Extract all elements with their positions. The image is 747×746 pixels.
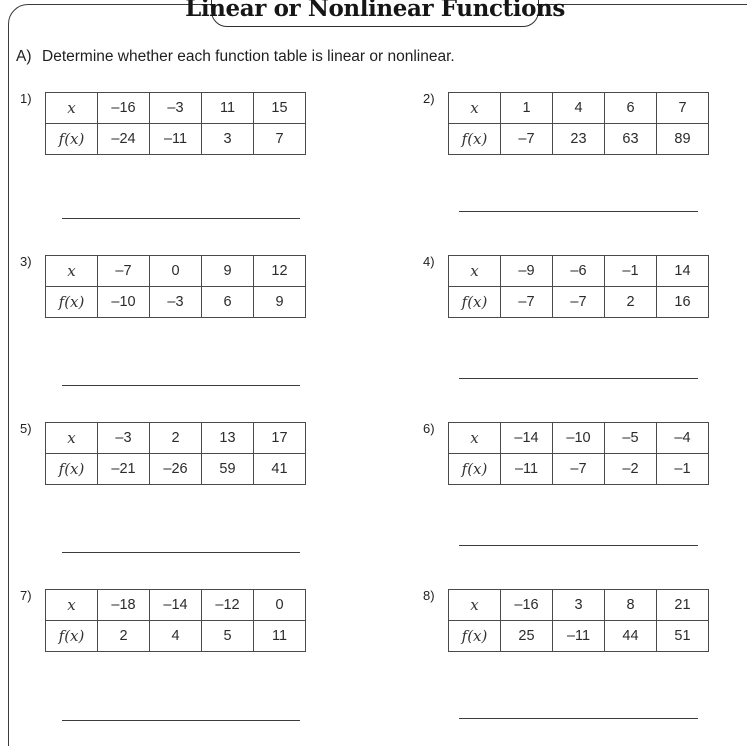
fx-value-cell: –7 (501, 124, 553, 155)
x-header-cell: x (449, 590, 501, 621)
worksheet-title-box (185, 0, 565, 27)
answer-line-3 (62, 385, 300, 386)
fx-value-cell: 5 (202, 621, 254, 652)
fx-value-cell: –24 (98, 124, 150, 155)
x-value-cell: 2 (150, 423, 202, 454)
x-value-cell: –10 (553, 423, 605, 454)
x-value-cell: –14 (501, 423, 553, 454)
answer-line-7 (62, 720, 300, 721)
function-table-4 (448, 255, 709, 318)
x-value-cell: –1 (605, 256, 657, 287)
fx-value-cell: 11 (254, 621, 306, 652)
fx-value-cell: –10 (98, 287, 150, 318)
fx-value-cell: –7 (553, 454, 605, 485)
problem-3 (20, 255, 306, 318)
x-header-cell: x (46, 256, 98, 287)
x-value-cell: 7 (657, 93, 709, 124)
function-table-2 (448, 92, 709, 155)
problem-number: 6) (423, 421, 435, 436)
problem-number: 7) (20, 588, 32, 603)
x-value-cell: 13 (202, 423, 254, 454)
problem-number: 5) (20, 421, 32, 436)
worksheet-title: Linear or Nonlinear Functions (185, 0, 565, 22)
x-value-cell: –16 (98, 93, 150, 124)
problem-1 (20, 92, 306, 155)
x-value-cell: –3 (150, 93, 202, 124)
answer-line-1 (62, 218, 300, 219)
x-value-cell: 11 (202, 93, 254, 124)
fx-value-cell: –11 (553, 621, 605, 652)
x-value-cell: 0 (254, 590, 306, 621)
problem-number: 3) (20, 254, 32, 269)
fx-header-cell: f(x) (46, 124, 98, 155)
fx-value-cell: 41 (254, 454, 306, 485)
x-value-cell: 4 (553, 93, 605, 124)
x-value-cell: 12 (254, 256, 306, 287)
x-value-cell: 17 (254, 423, 306, 454)
problem-7 (20, 589, 306, 652)
fx-value-cell: –3 (150, 287, 202, 318)
fx-header-cell: f(x) (449, 124, 501, 155)
problem-4 (423, 255, 709, 318)
x-value-cell: –3 (98, 423, 150, 454)
fx-header-cell: f(x) (46, 454, 98, 485)
fx-value-cell: –2 (605, 454, 657, 485)
fx-header-cell: f(x) (46, 621, 98, 652)
x-value-cell: –18 (98, 590, 150, 621)
answer-line-4 (459, 378, 698, 379)
fx-value-cell: 25 (501, 621, 553, 652)
function-table-5 (45, 422, 306, 485)
x-value-cell: –6 (553, 256, 605, 287)
fx-value-cell: 9 (254, 287, 306, 318)
fx-header-cell: f(x) (449, 287, 501, 318)
fx-value-cell: 89 (657, 124, 709, 155)
fx-value-cell: –11 (150, 124, 202, 155)
function-table-1 (45, 92, 306, 155)
x-value-cell: 3 (553, 590, 605, 621)
fx-header-cell: f(x) (46, 287, 98, 318)
answer-line-2 (459, 211, 698, 212)
fx-value-cell: 23 (553, 124, 605, 155)
answer-line-6 (459, 545, 698, 546)
fx-value-cell: 44 (605, 621, 657, 652)
fx-value-cell: 2 (98, 621, 150, 652)
part-label: A) (16, 48, 32, 65)
fx-header-cell: f(x) (449, 621, 501, 652)
x-value-cell: 21 (657, 590, 709, 621)
x-value-cell: 0 (150, 256, 202, 287)
function-table-3 (45, 255, 306, 318)
problem-8 (423, 589, 709, 652)
x-header-cell: x (46, 590, 98, 621)
problem-5 (20, 422, 306, 485)
x-value-cell: 15 (254, 93, 306, 124)
function-table-6 (448, 422, 709, 485)
x-value-cell: –9 (501, 256, 553, 287)
x-value-cell: –7 (98, 256, 150, 287)
x-value-cell: –14 (150, 590, 202, 621)
x-value-cell: –5 (605, 423, 657, 454)
function-table-7 (45, 589, 306, 652)
instruction-text: Determine whether each function table is linear or nonlinear. (42, 48, 455, 65)
fx-value-cell: –11 (501, 454, 553, 485)
fx-value-cell: 2 (605, 287, 657, 318)
fx-value-cell: –7 (553, 287, 605, 318)
x-header-cell: x (449, 423, 501, 454)
x-header-cell: x (449, 93, 501, 124)
fx-value-cell: 51 (657, 621, 709, 652)
fx-value-cell: 59 (202, 454, 254, 485)
fx-value-cell: 4 (150, 621, 202, 652)
fx-value-cell: 16 (657, 287, 709, 318)
x-value-cell: 1 (501, 93, 553, 124)
x-value-cell: 6 (605, 93, 657, 124)
fx-value-cell: 63 (605, 124, 657, 155)
fx-value-cell: –1 (657, 454, 709, 485)
answer-line-8 (459, 718, 698, 719)
problem-2 (423, 92, 709, 155)
fx-value-cell: 3 (202, 124, 254, 155)
problem-number: 1) (20, 91, 32, 106)
x-value-cell: –12 (202, 590, 254, 621)
instruction-line (16, 48, 455, 66)
function-table-8 (448, 589, 709, 652)
x-value-cell: 14 (657, 256, 709, 287)
fx-value-cell: 7 (254, 124, 306, 155)
problem-6 (423, 422, 709, 485)
problem-number: 8) (423, 588, 435, 603)
x-header-cell: x (46, 93, 98, 124)
fx-value-cell: –26 (150, 454, 202, 485)
x-value-cell: 8 (605, 590, 657, 621)
x-header-cell: x (449, 256, 501, 287)
fx-value-cell: –21 (98, 454, 150, 485)
fx-header-cell: f(x) (449, 454, 501, 485)
answer-line-5 (62, 552, 300, 553)
problem-number: 2) (423, 91, 435, 106)
fx-value-cell: –7 (501, 287, 553, 318)
x-value-cell: –16 (501, 590, 553, 621)
x-header-cell: x (46, 423, 98, 454)
fx-value-cell: 6 (202, 287, 254, 318)
problem-number: 4) (423, 254, 435, 269)
x-value-cell: –4 (657, 423, 709, 454)
x-value-cell: 9 (202, 256, 254, 287)
